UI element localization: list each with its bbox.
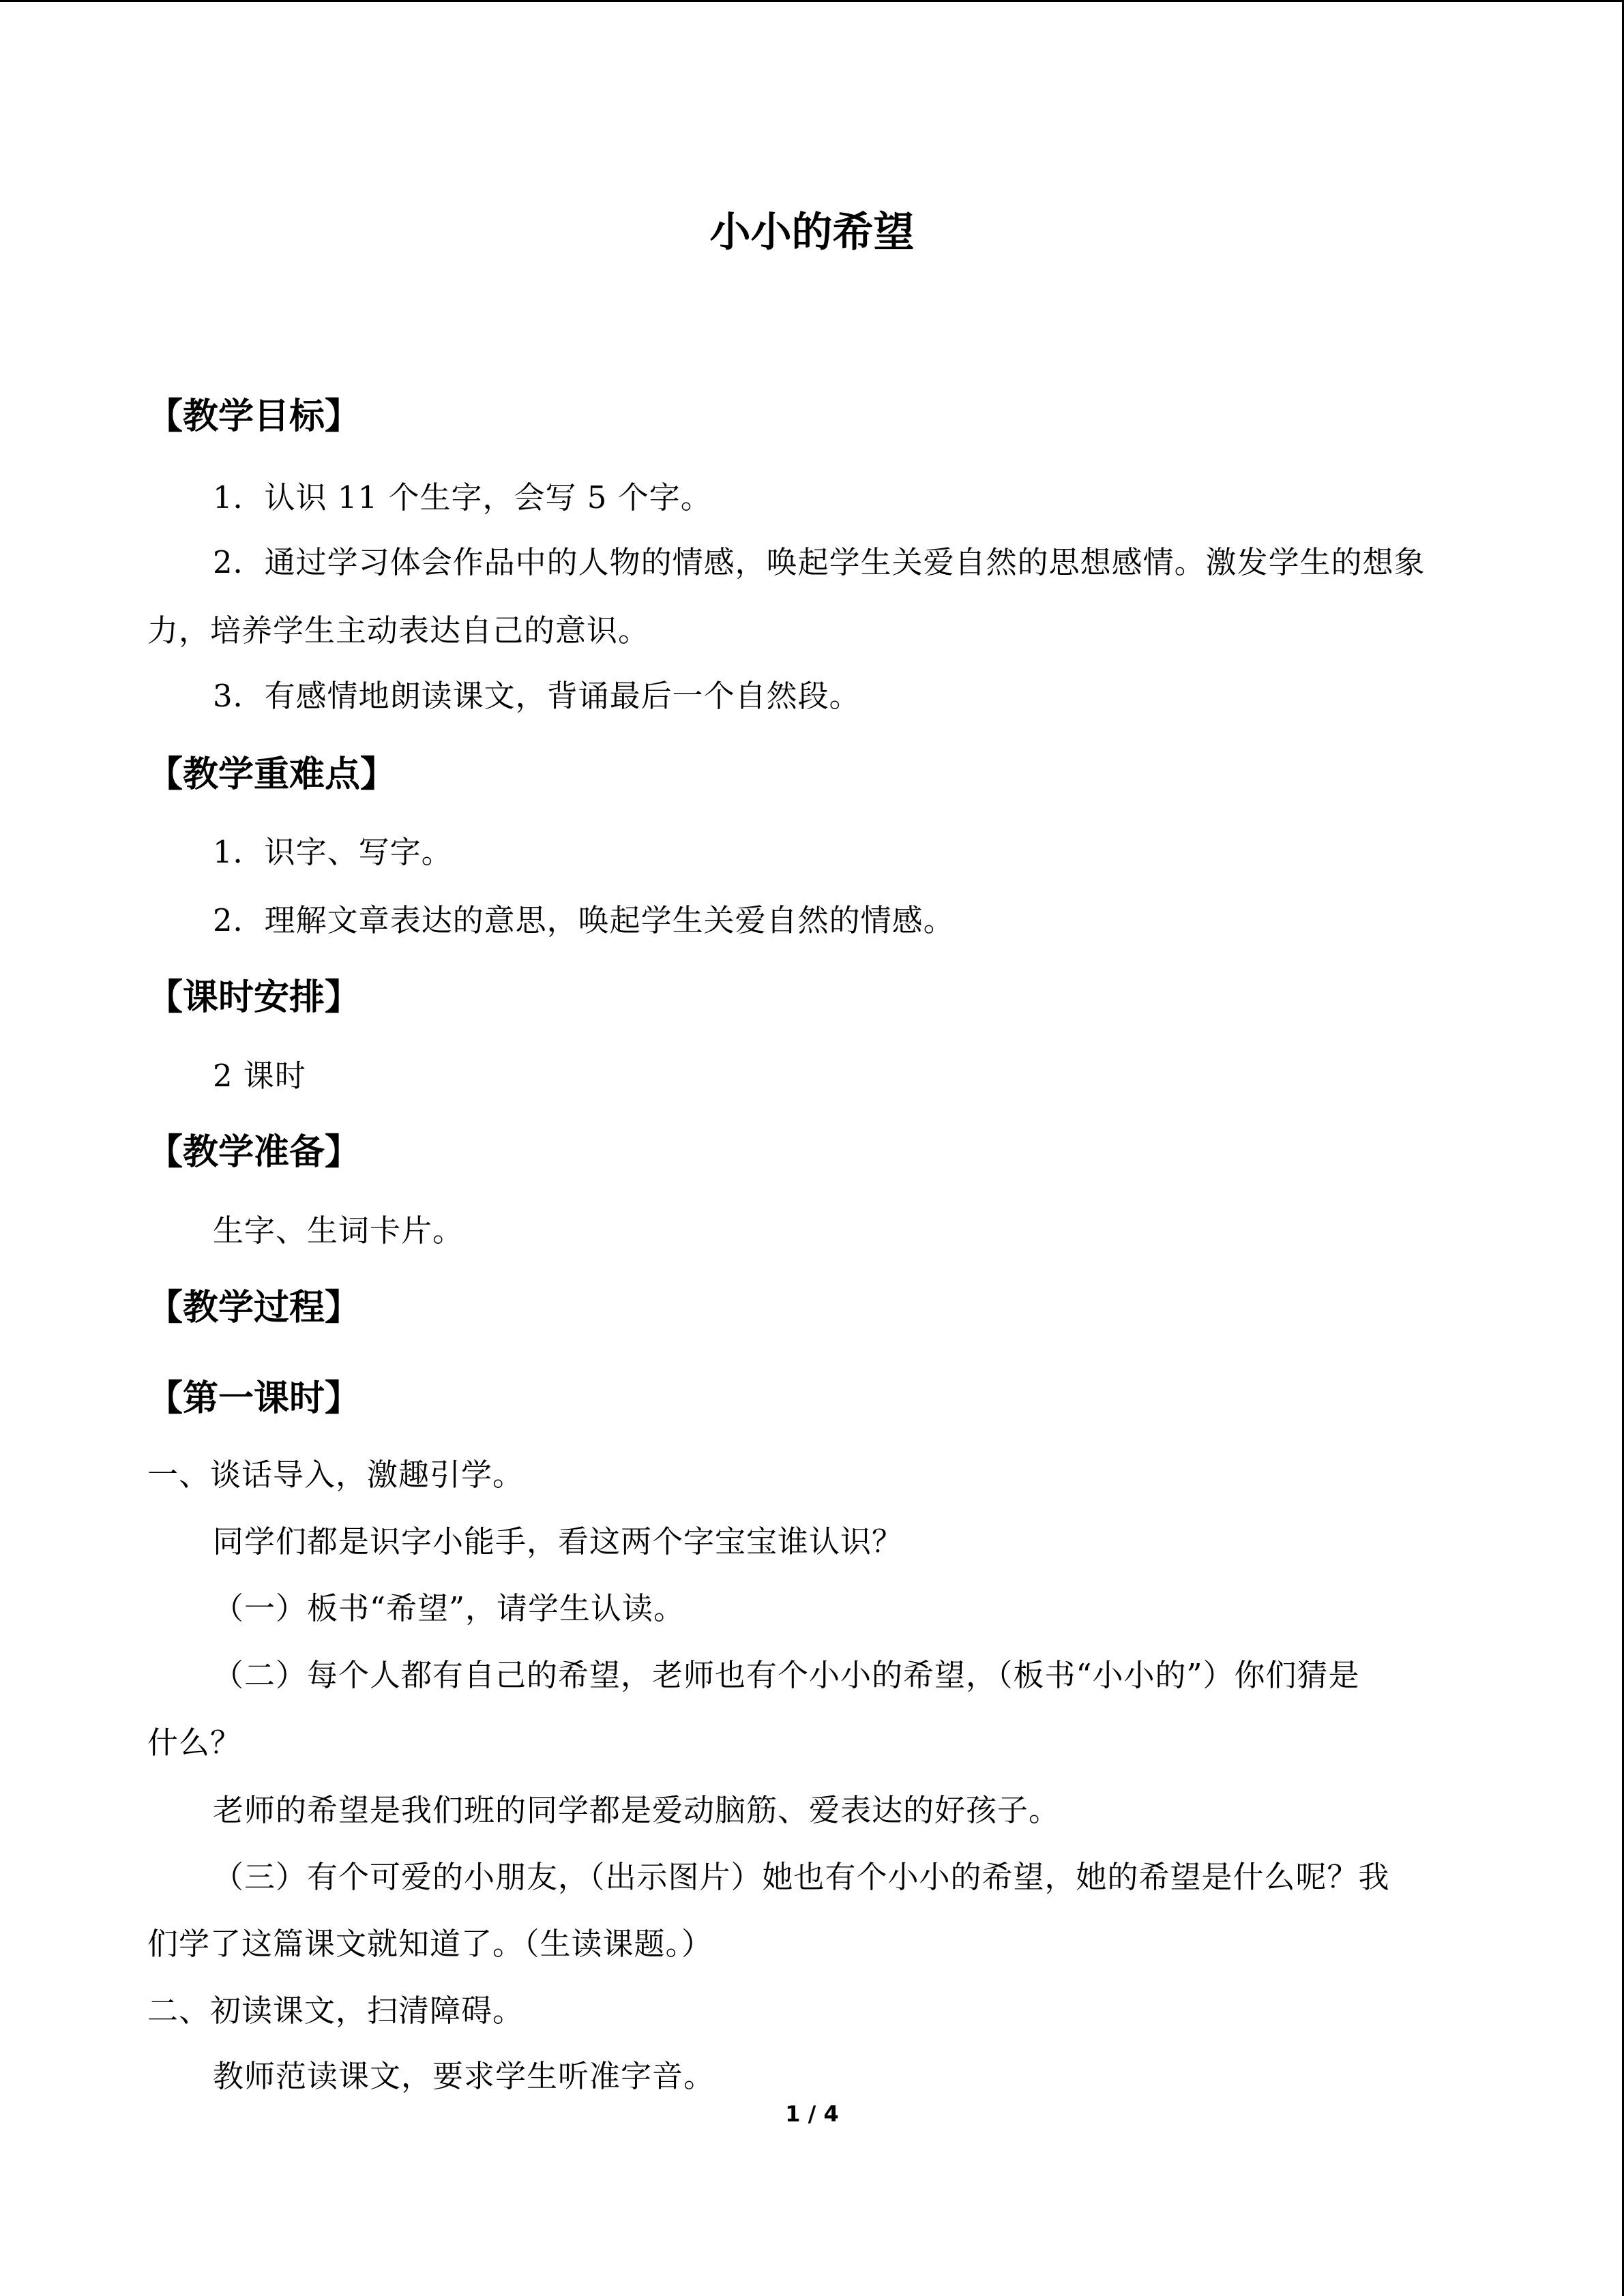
lesson1-paragraph-1: 同学们都是识字小能手，看这两个字宝宝谁认识？ [213, 1523, 904, 1560]
objective-item-3: 3．有感情地朗读课文，背诵最后一个自然段。 [213, 678, 861, 714]
lesson1-paragraph-4: 老师的希望是我们班的同学都是爱动脑筋、爱表达的好孩子。 [213, 1792, 1061, 1828]
key-point-item-1: 1．识字、写字。 [213, 834, 453, 870]
page-number: 1 / 4 [785, 2101, 839, 2127]
lesson1-paragraph-3-line-1: （二）每个人都有自己的希望，老师也有个小小的希望，（板书“小小的”）你们猜是 [213, 1657, 1360, 1693]
section-heading-lesson-1: 【第一课时】 [147, 1377, 361, 1419]
lesson1-paragraph-5-line-2: 们学了这篇课文就知道了。（生读课题。） [147, 1926, 713, 1962]
schedule-text: 2 课时 [213, 1058, 306, 1094]
preparation-text: 生字、生词卡片。 [213, 1212, 464, 1249]
key-point-item-2: 2．理解文章表达的意思，唤起学生关爱自然的情感。 [213, 902, 955, 938]
section-heading-key-points: 【教学重难点】 [147, 754, 396, 795]
section-heading-preparation: 【教学准备】 [147, 1131, 361, 1173]
objective-item-2-line-1: 2．通过学习体会作品中的人物的情感，唤起学生关爱自然的思想感情。激发学生的想象 [213, 544, 1426, 580]
lesson1-paragraph-5-line-1: （三）有个可爱的小朋友，（出示图片）她也有个小小的希望，她的希望是什么呢？我 [213, 1859, 1390, 1895]
section-heading-schedule: 【课时安排】 [147, 976, 361, 1018]
lesson1-paragraph-6: 教师范读课文，要求学生听准字音。 [213, 2058, 715, 2094]
document-title: 小小的希望 [709, 209, 915, 256]
objective-item-2-line-2: 力，培养学生主动表达自己的意识。 [147, 612, 650, 648]
lesson1-paragraph-3-line-2: 什么？ [147, 1725, 242, 1761]
objective-item-1: 1．认识 11 个生字，会写 5 个字。 [213, 479, 712, 516]
section-heading-process: 【教学过程】 [147, 1287, 361, 1328]
lesson1-step-2: 二、初读课文，扫清障碍。 [147, 1993, 525, 2029]
section-heading-objectives: 【教学目标】 [147, 396, 361, 437]
lesson1-step-1: 一、谈话导入，激趣引学。 [147, 1457, 525, 1493]
lesson1-paragraph-2: （一）板书“希望”，请学生认读。 [213, 1590, 685, 1626]
